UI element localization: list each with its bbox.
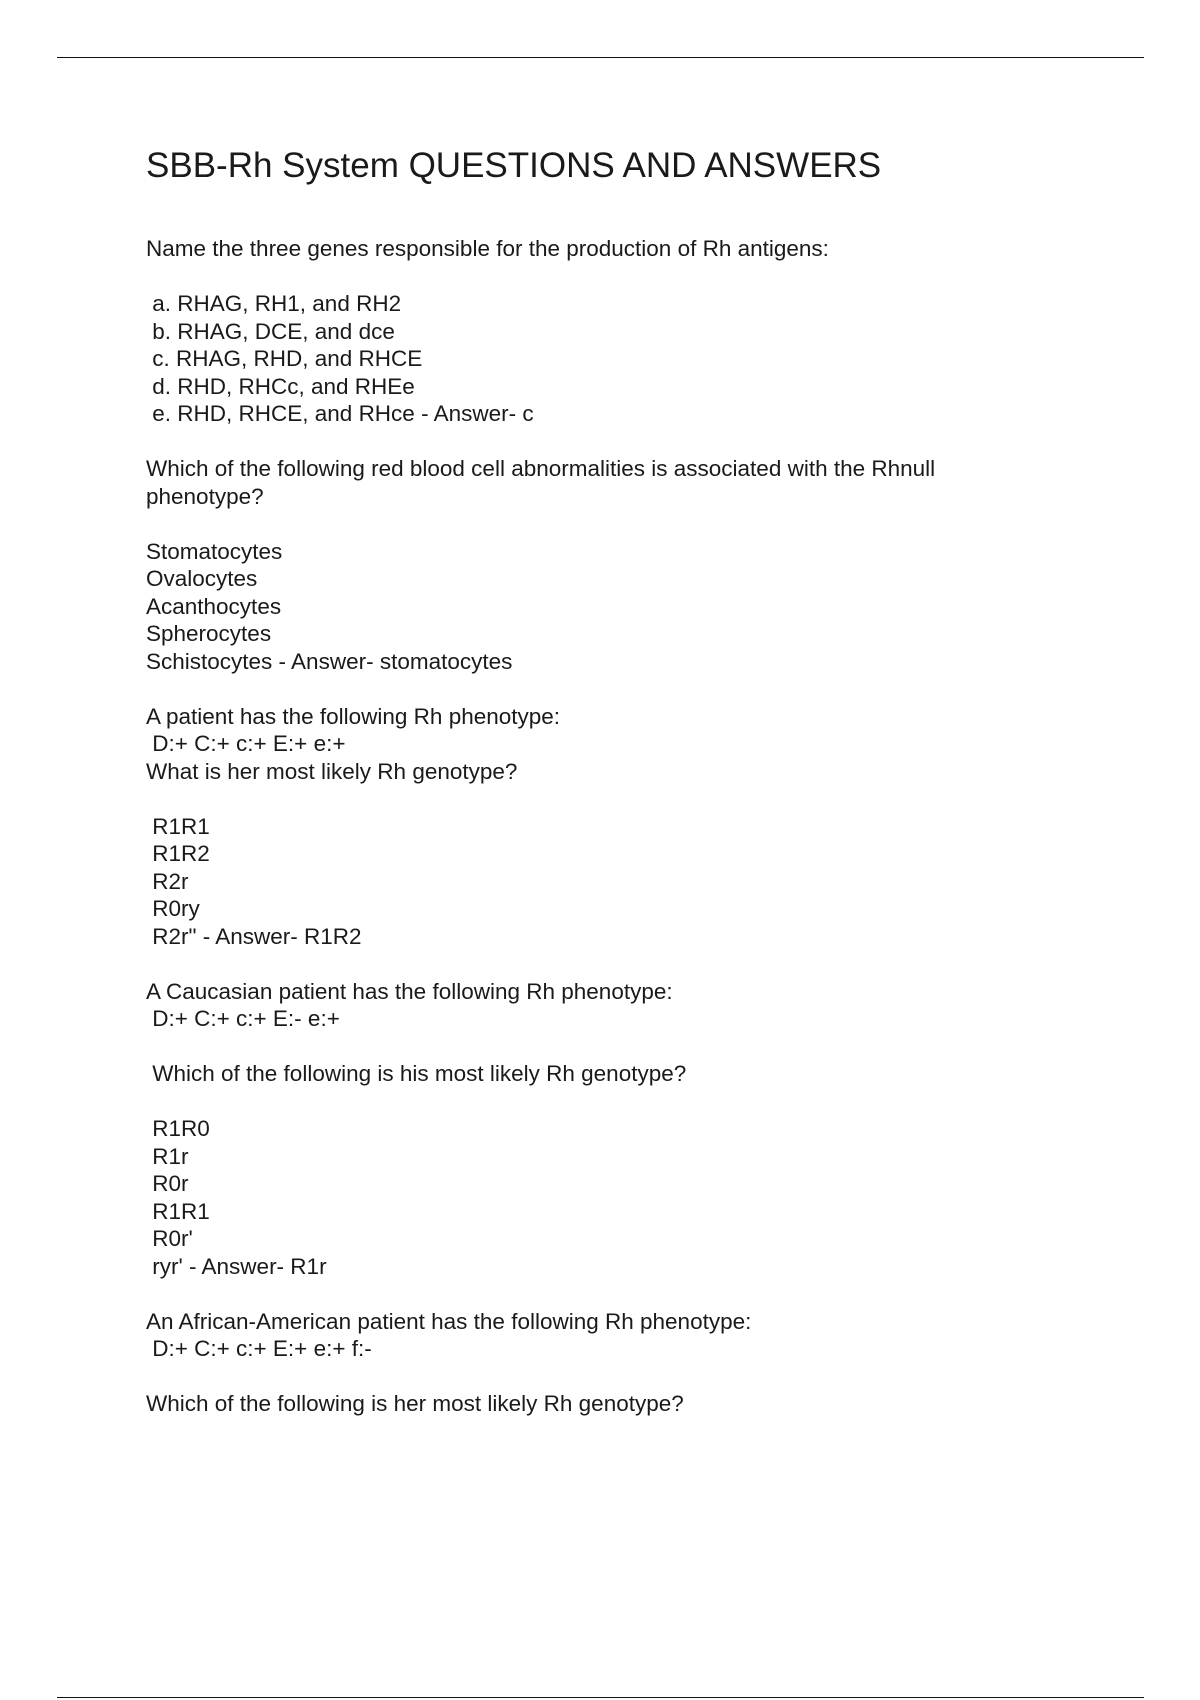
- top-rule: [57, 57, 1144, 58]
- blank-line: [146, 785, 1046, 813]
- text-line: An African-American patient has the following Rh phenotype:: [146, 1308, 752, 1334]
- blank-line: [146, 510, 1046, 538]
- text-line: d. RHD, RHCc, and RHEe: [146, 373, 415, 399]
- text-line: Name the three genes responsible for the production of Rh antigens:: [146, 236, 829, 261]
- document-body: [146, 144, 1046, 1418]
- blank-line: [146, 1033, 1046, 1061]
- text-line: Acanthocytes: [146, 593, 282, 619]
- text-line: b. RHAG, DCE, and dce: [146, 318, 395, 344]
- text-line: R1R2: [146, 841, 210, 866]
- text-line: A Caucasian patient has the following Rh phenotype:: [146, 978, 673, 1004]
- blank-line: [146, 675, 1046, 703]
- blank-line: [146, 428, 1046, 456]
- text-line: Spherocytes: [146, 621, 272, 646]
- text-line: R1R1: [146, 813, 210, 839]
- text-line: Which of the following is his most likely Rh genotype?: [146, 1061, 687, 1086]
- document-text: [146, 235, 1046, 1418]
- text-line: Stomatocytes: [146, 538, 283, 564]
- text-line: R2r: [146, 868, 189, 894]
- text-line: a. RHAG, RH1, and RH2: [146, 291, 402, 316]
- text-line: R2r" - Answer- R1R2: [146, 923, 362, 949]
- text-line: R0r': [146, 1226, 193, 1251]
- blank-line: [146, 263, 1046, 291]
- text-line: R1R0: [146, 1116, 210, 1141]
- text-line: R0r: [146, 1171, 189, 1196]
- text-line: phenotype?: [146, 483, 264, 509]
- text-line: Ovalocytes: [146, 566, 258, 591]
- text-line: D:+ C:+ c:+ E:- e:+: [146, 1006, 340, 1031]
- text-line: c. RHAG, RHD, and RHCE: [146, 346, 423, 371]
- text-line: R0ry: [146, 896, 200, 921]
- text-line: ryr' - Answer- R1r: [146, 1253, 327, 1279]
- text-line: A patient has the following Rh phenotype:: [146, 703, 561, 729]
- blank-line: [146, 1280, 1046, 1308]
- blank-line: [146, 950, 1046, 978]
- text-line: R1R1: [146, 1198, 210, 1224]
- text-line: What is her most likely Rh genotype?: [146, 758, 518, 784]
- text-line: Which of the following is her most likely Rh genotype?: [146, 1391, 684, 1416]
- document-title: SBB-Rh System QUESTIONS AND ANSWERS: [146, 146, 882, 185]
- text-line: Which of the following red blood cell abnormalities is associated with the Rhnull: [146, 456, 936, 481]
- text-line: D:+ C:+ c:+ E:+ e:+ f:-: [146, 1336, 372, 1361]
- blank-line: [146, 1088, 1046, 1116]
- text-line: R1r: [146, 1143, 189, 1169]
- blank-line: [146, 1363, 1046, 1391]
- text-line: Schistocytes - Answer- stomatocytes: [146, 648, 513, 674]
- text-line: e. RHD, RHCE, and RHce - Answer- c: [146, 401, 534, 426]
- text-line: D:+ C:+ c:+ E:+ e:+: [146, 731, 346, 756]
- bottom-rule: [57, 1697, 1144, 1698]
